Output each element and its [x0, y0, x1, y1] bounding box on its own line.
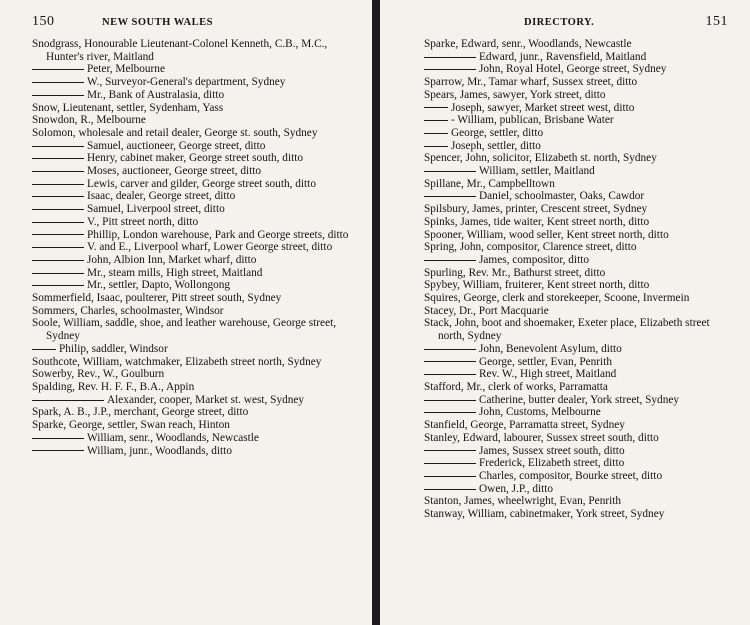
entry-text: Sommerfield, Isaac, poulterer, Pitt street south, Sydney: [32, 292, 282, 305]
directory-entry: [424, 279, 728, 292]
entry-text: Stanley, Edward, labourer, Sussex street south, ditto: [424, 431, 659, 444]
entry-text: Owen, J.P., ditto: [479, 482, 554, 495]
entry-text: Mr., settler, Dapto, Wollongong: [87, 279, 231, 292]
directory-entry: [32, 343, 362, 356]
entry-text: Snow, Lieutenant, settler, Sydenham, Yass: [32, 101, 224, 114]
directory-entry: [32, 38, 362, 63]
directory-entry: [424, 165, 728, 178]
left-page: [0, 0, 372, 625]
entry-text: Spooner, William, wood seller, Kent street north, ditto: [424, 228, 669, 241]
directory-entry: [32, 63, 362, 76]
directory-entry: [32, 114, 362, 127]
entry-text: John, Benevolent Asylum, ditto: [479, 342, 622, 355]
entry-text: James, Sussex street south, ditto: [479, 444, 625, 457]
directory-entry: [32, 102, 362, 115]
directory-entry: [424, 419, 728, 432]
entry-text: Stack, John, boot and shoemaker, Exeter place, Elizabeth street north, Sydney: [424, 317, 710, 343]
ditto-dash: [32, 222, 84, 223]
directory-entry: [424, 51, 728, 64]
entry-text: Solomon, wholesale and retail dealer, George st. south, Sydney: [32, 126, 318, 139]
ditto-dash: [32, 234, 84, 235]
ditto-dash: [32, 285, 84, 286]
ditto-dash: [32, 171, 84, 172]
left-running-head: NEW SOUTH WALES: [102, 17, 213, 28]
entry-text: Stafford, Mr., clerk of works, Parramatta: [424, 380, 608, 393]
directory-entry: [424, 317, 728, 342]
ditto-dash: [424, 107, 448, 108]
entry-text: George, settler, ditto: [451, 126, 544, 139]
directory-entry: [32, 279, 362, 292]
directory-entry: [424, 229, 728, 242]
ditto-dash: [32, 196, 84, 197]
directory-entry: [424, 457, 728, 470]
entry-text: Samuel, Liverpool street, ditto: [87, 203, 225, 216]
entry-text: Henry, cabinet maker, George street south, ditto: [87, 152, 304, 165]
entry-text: Stanton, James, wheelwright, Evan, Penrith: [424, 495, 622, 508]
directory-entry: [424, 356, 728, 369]
entry-text: Charles, compositor, Bourke street, ditto: [479, 469, 663, 482]
entry-text: Mr., Bank of Australasia, ditto: [87, 88, 225, 101]
entry-text: John, Royal Hotel, George street, Sydney: [479, 63, 667, 76]
ditto-dash: [32, 400, 104, 401]
directory-entry: [424, 343, 728, 356]
ditto-dash: [424, 133, 448, 134]
right-page: [380, 0, 750, 625]
entry-text: William, junr., Woodlands, ditto: [87, 444, 232, 457]
ditto-dash: [424, 400, 476, 401]
right-directory-entries: [424, 38, 728, 521]
ditto-dash: [32, 247, 84, 248]
ditto-dash: [32, 349, 56, 350]
ditto-dash: [32, 209, 84, 210]
entry-text: William, senr., Woodlands, Newcastle: [87, 431, 259, 444]
ditto-dash: [32, 158, 84, 159]
directory-entry: [32, 432, 362, 445]
directory-entry: [424, 432, 728, 445]
entry-text: Spilsbury, James, printer, Crescent street, Sydney: [424, 203, 648, 216]
directory-entry: [424, 470, 728, 483]
entry-text: John, Albion Inn, Market wharf, ditto: [87, 253, 257, 266]
directory-entry: [424, 368, 728, 381]
entry-text: Philip, saddler, Windsor: [59, 342, 168, 355]
directory-entry: [32, 76, 362, 89]
directory-entry: [32, 445, 362, 458]
left-page-number: 150: [32, 14, 55, 29]
entry-text: George, settler, Evan, Penrith: [479, 355, 612, 368]
ditto-dash: [424, 349, 476, 350]
directory-entry: [32, 165, 362, 178]
ditto-dash: [32, 438, 84, 439]
entry-text: Sparke, Edward, senr., Woodlands, Newcastle: [424, 38, 632, 50]
directory-entry: [32, 356, 362, 369]
directory-entry: [424, 114, 728, 127]
right-page-header: [424, 14, 728, 36]
entry-text: Catherine, butter dealer, York street, Sydney: [479, 393, 680, 406]
directory-entry: [424, 152, 728, 165]
directory-entry: [424, 127, 728, 140]
entry-text: Squires, George, clerk and storekeeper, Scoone, Invermein: [424, 292, 690, 305]
ditto-dash: [32, 184, 84, 185]
book-gutter: [372, 0, 380, 625]
directory-entry: [32, 190, 362, 203]
ditto-dash: [424, 463, 476, 464]
ditto-dash: [424, 57, 476, 58]
entry-text: Snodgrass, Honourable Lieutenant-Colonel Kenneth, C.B., M.C., Hunter's river, Maitland: [32, 38, 328, 63]
directory-entry: [32, 216, 362, 229]
entry-text: Spalding, Rev. H. F. F., B.A., Appin: [32, 380, 195, 393]
entry-text: Spybey, William, fruiterer, Kent street north, ditto: [424, 279, 650, 292]
directory-entry: [32, 241, 362, 254]
ditto-dash: [32, 95, 84, 96]
ditto-dash: [424, 374, 476, 375]
directory-entry: [424, 508, 728, 521]
directory-entry: [424, 254, 728, 267]
entry-text: Spurling, Rev. Mr., Bathurst street, ditto: [424, 266, 606, 279]
directory-entry: [32, 419, 362, 432]
directory-entry: [424, 178, 728, 191]
entry-text: Samuel, auctioneer, George street, ditto: [87, 139, 266, 152]
ditto-dash: [424, 476, 476, 477]
directory-entry: [424, 292, 728, 305]
entry-text: Phillip, London warehouse, Park and George streets, ditto: [87, 228, 349, 241]
entry-text: Snowdon, R., Melbourne: [32, 114, 146, 127]
ditto-dash: [424, 146, 448, 147]
directory-entry: [424, 38, 728, 51]
directory-entry: [32, 229, 362, 242]
entry-text: Sowerby, Rev., W., Goulburn: [32, 368, 165, 381]
entry-text: Spencer, John, solicitor, Elizabeth st. north, Sydney: [424, 152, 657, 165]
right-running-head: DIRECTORY.: [524, 17, 595, 28]
entry-text: Stanway, William, cabinetmaker, York street, Sydney: [424, 508, 665, 521]
directory-entry: [32, 394, 362, 407]
directory-entry: [424, 203, 728, 216]
directory-entry: [32, 152, 362, 165]
entry-text: Spillane, Mr., Campbelltown: [424, 177, 555, 190]
entry-text: William, settler, Maitland: [479, 165, 595, 178]
entry-text: Rev. W., High street, Maitland: [479, 368, 617, 381]
directory-entry: [32, 267, 362, 280]
entry-text: Stacey, Dr., Port Macquarie: [424, 304, 549, 317]
directory-entry: [32, 406, 362, 419]
entry-text: Frederick, Elizabeth street, ditto: [479, 457, 625, 470]
entry-text: Alexander, cooper, Market st. west, Sydney: [107, 393, 305, 406]
directory-entry: [32, 305, 362, 318]
directory-entry: [424, 305, 728, 318]
ditto-dash: [424, 69, 476, 70]
directory-entry: [32, 140, 362, 153]
entry-text: Edward, junr., Ravensfield, Maitland: [479, 50, 647, 63]
directory-entry: [32, 89, 362, 102]
right-page-number: 151: [705, 14, 728, 29]
entry-text: Sommers, Charles, schoolmaster, Windsor: [32, 304, 224, 317]
entry-text: Isaac, dealer, George street, ditto: [87, 190, 236, 203]
directory-entry: [424, 483, 728, 496]
directory-entry: [424, 381, 728, 394]
ditto-dash: [424, 120, 448, 121]
directory-entry: [424, 140, 728, 153]
entry-text: Joseph, settler, ditto: [451, 139, 541, 152]
entry-text: Spears, James, sawyer, York street, ditto: [424, 88, 606, 101]
ditto-dash: [424, 412, 476, 413]
entry-text: Stanfield, George, Parramatta street, Sydney: [424, 419, 625, 432]
ditto-dash: [424, 171, 476, 172]
directory-entry: [424, 394, 728, 407]
entry-text: Moses, auctioneer, George street, ditto: [87, 165, 262, 178]
ditto-dash: [32, 69, 84, 70]
ditto-dash: [424, 196, 476, 197]
entry-text: Soole, William, saddle, shoe, and leather warehouse, George street, Sydney: [32, 317, 337, 343]
entry-text: Joseph, sawyer, Market street west, ditto: [451, 101, 635, 114]
entry-text: Daniel, schoolmaster, Oaks, Cawdor: [479, 190, 645, 203]
entry-text: Mr., steam mills, High street, Maitland: [87, 266, 263, 279]
entry-text: Lewis, carver and gilder, George street south, ditto: [87, 177, 316, 190]
entry-text: Sparke, George, settler, Swan reach, Hinton: [32, 419, 230, 432]
left-directory-entries: [32, 38, 362, 457]
entry-text: Spring, John, compositor, Clarence street, ditto: [424, 241, 637, 254]
directory-entry: [32, 292, 362, 305]
directory-entry: [32, 368, 362, 381]
ditto-dash: [32, 260, 84, 261]
directory-entry: [32, 127, 362, 140]
entry-text: Peter, Melbourne: [87, 63, 165, 76]
directory-entry: [424, 190, 728, 203]
entry-text: - William, publican, Brisbane Water: [451, 114, 614, 127]
left-page-header: [32, 14, 362, 36]
ditto-dash: [32, 82, 84, 83]
directory-entry: [32, 381, 362, 394]
ditto-dash: [424, 489, 476, 490]
ditto-dash: [424, 260, 476, 261]
directory-entry: [424, 495, 728, 508]
entry-text: V., Pitt street north, ditto: [87, 215, 199, 228]
directory-entry: [424, 406, 728, 419]
directory-entry: [424, 445, 728, 458]
directory-entry: [424, 241, 728, 254]
directory-entry: [424, 63, 728, 76]
directory-entry: [32, 203, 362, 216]
ditto-dash: [424, 450, 476, 451]
ditto-dash: [32, 450, 84, 451]
entry-text: Spark, A. B., J.P., merchant, George street, ditto: [32, 406, 249, 419]
directory-entry: [424, 76, 728, 89]
directory-entry: [424, 102, 728, 115]
directory-entry: [32, 178, 362, 191]
ditto-dash: [424, 361, 476, 362]
entry-text: James, compositor, ditto: [479, 253, 589, 266]
entry-text: Sparrow, Mr., Tamar wharf, Sussex street, ditto: [424, 76, 638, 89]
directory-entry: [32, 254, 362, 267]
ditto-dash: [32, 273, 84, 274]
directory-entry: [424, 216, 728, 229]
ditto-dash: [32, 146, 84, 147]
entry-text: John, Customs, Melbourne: [479, 406, 601, 419]
entry-text: Southcote, William, watchmaker, Elizabeth street north, Sydney: [32, 355, 322, 368]
directory-entry: [424, 267, 728, 280]
entry-text: W., Surveyor-General's department, Sydney: [87, 76, 286, 89]
entry-text: V. and E., Liverpool wharf, Lower George street, ditto: [87, 241, 333, 254]
directory-entry: [424, 89, 728, 102]
entry-text: Spinks, James, tide waiter, Kent street north, ditto: [424, 215, 650, 228]
directory-entry: [32, 317, 362, 342]
